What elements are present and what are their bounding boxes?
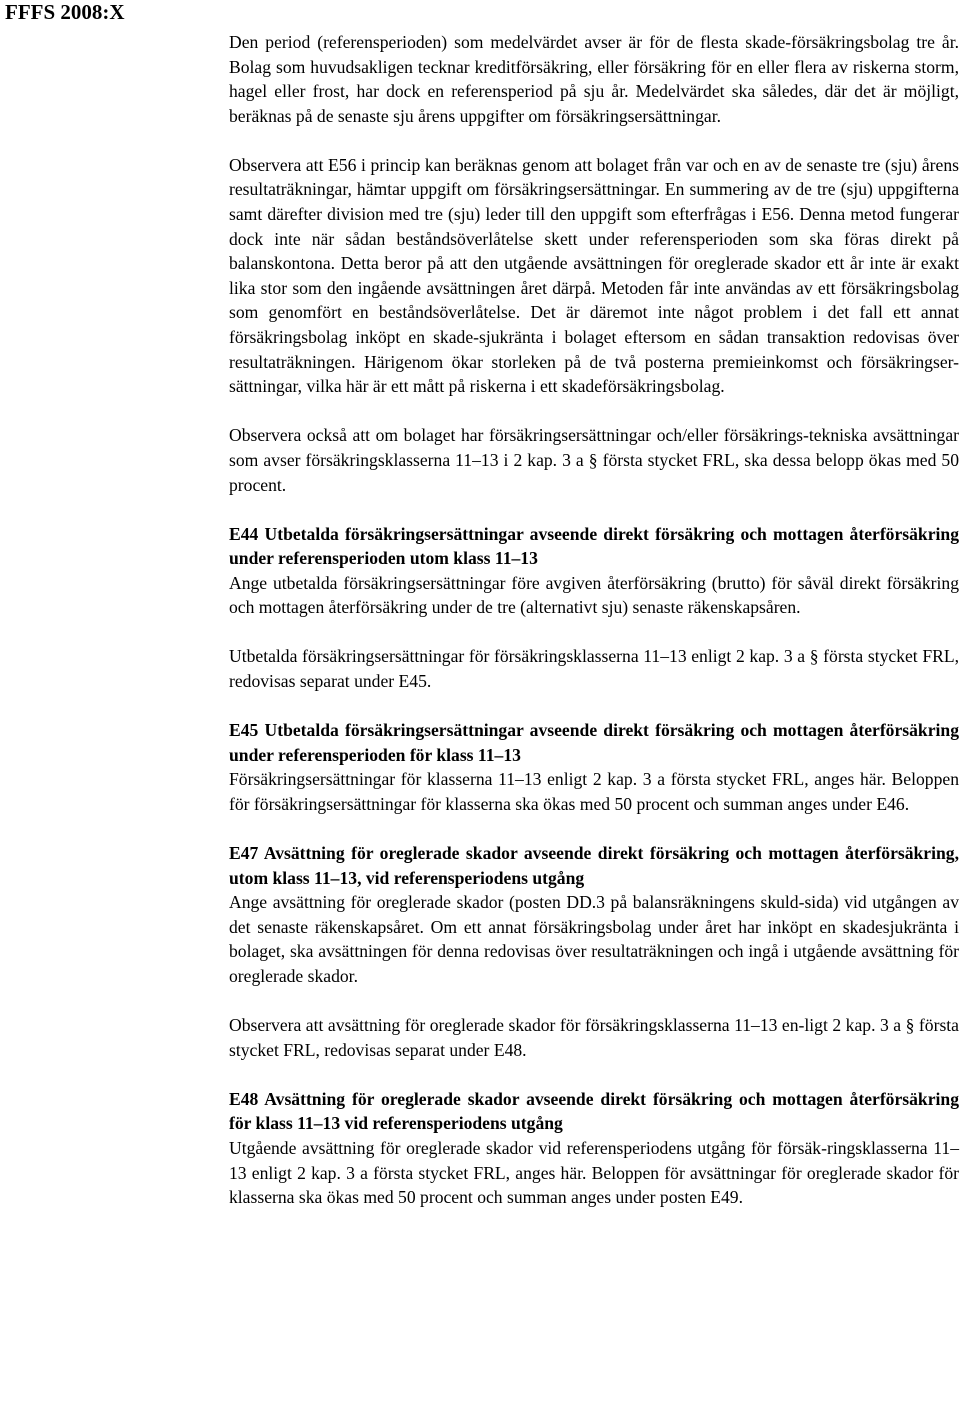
document-body — [229, 30, 959, 1210]
section-e45-body: Försäkringsersättningar för klasserna 11–13 enligt 2 kap. 3 a första stycket FRL, anges här. Beloppen för försäkringsersättningar för klasserna ska ökas med 50 procent och summan anges under E46. — [229, 769, 959, 814]
section-e47-heading: E47 Avsättning för oreglerade skador avseende direkt försäkring och mottagen återförsäkring, utom klass 11–13, vid referensperiodens utgång — [229, 843, 959, 888]
section-e44-heading: E44 Utbetalda försäkringsersättningar avseende direkt försäkring och mottagen återförsäkring under referensperioden utom klass 11–13 — [229, 523, 959, 569]
section-e47-note: Observera att avsättning för oreglerade skador för försäkringsklasserna 11–13 en-ligt 2 kap. 3 a § första stycket FRL, redovisas separat under E48. — [229, 1015, 959, 1060]
paragraph-reference-period: Den period (referensperioden) som medelvärdet avser är för de flesta skade-försäkringsbolag tre år. Bolag som huvudsakligen tecknar kreditförsäkring, eller försäkring för en eller flera av riskerna storm, hagel eller frost, har dock en referensperiod på sju år. Medelvärdet ska således, där det är möjligt, beräknas på de senaste sju årens uppgifter om försäkringsersättningar. — [229, 32, 959, 126]
section-e45 — [229, 718, 959, 816]
section-e48 — [229, 1087, 959, 1210]
section-e48-body: Utgående avsättning för oreglerade skador vid referensperiodens utgång för försäk-ringsklasserna 11–13 enligt 2 kap. 3 a första stycket FRL, anges här. Beloppen för avsättningar för oreglerade skador för klasserna ska ökas med 50 procent och summan anges under posten E49. — [229, 1137, 959, 1208]
section-e45-heading: E45 Utbetalda försäkringsersättningar avseende direkt försäkring och mottagen återförsäkring under referensperioden för klass 11–13 — [229, 720, 959, 765]
section-e47 — [229, 841, 959, 989]
section-e48-heading: E48 Avsättning för oreglerade skador avseende direkt försäkring och mottagen återförsäkring för klass 11–13 vid referensperiodens utgång — [229, 1088, 959, 1134]
section-e47-body: Ange avsättning för oreglerade skador (posten DD.3 på balansräkningens skuld-sida) vid utgången av det senaste räkenskapsåret. Om ett annat försäkringsbolag under året har inköpt en skadesjukränta i bolaget, ska avsättningen för denna redovisas över resultaträkningen och ingå i utgående avsättning för oreglerade skador. — [229, 892, 959, 986]
document-id: FFFS 2008:X — [5, 0, 125, 24]
section-e44 — [229, 522, 959, 620]
section-e44-body: Ange utbetalda försäkringsersättningar före avgiven återförsäkring (brutto) för såväl direkt försäkring och mottagen återförsäkring under de tre (alternativt sju) senaste räkenskapsåren. — [229, 572, 959, 618]
paragraph-class-11-13-note: Observera också att om bolaget har försäkringsersättningar och/eller försäkrings-tekniska avsättningar som avser försäkringsklasserna 11–13 i 2 kap. 3 a § första stycket FRL, ska dessa belopp ökas med 50 procent. — [229, 425, 959, 495]
section-e44-note: Utbetalda försäkringsersättningar för försäkringsklasserna 11–13 enligt 2 kap. 3 a § första stycket FRL, redovisas separat under E45. — [229, 646, 959, 692]
paragraph-e56-method: Observera att E56 i princip kan beräknas genom att bolaget från var och en av de senaste tre (sju) årens resultaträkningar, hämtar uppgift om försäkringsersättningar. En summering av de tre (sju) uppgifterna samt därefter division med tre (sju) leder till den uppgift som efterfrågas i E56. Denna metod fungerar dock inte när sådan beståndsöverlåtelse skett under referensperioden som ska föras direkt på balanskontona. Detta beror på att den utgående avsättningen för oreglerade skador ett år inte är exakt lika stor som den ingående avsättningen året därpå. Metoden får inte användas av ett försäkringsbolag som genomfört en beståndsöverlåtelse. Det är däremot inte något problem i det fall ett annat försäkringsbolag inköpt en skade-sjukränta i bolaget eftersom en sådan transaktion redovisas över resultaträkningen. Härigenom ökar storleken på de två posterna premieinkomst och försäkringser-sättningar, vilka här är ett mått på riskerna i ett skadeförsäkringsbolag. — [229, 154, 959, 397]
